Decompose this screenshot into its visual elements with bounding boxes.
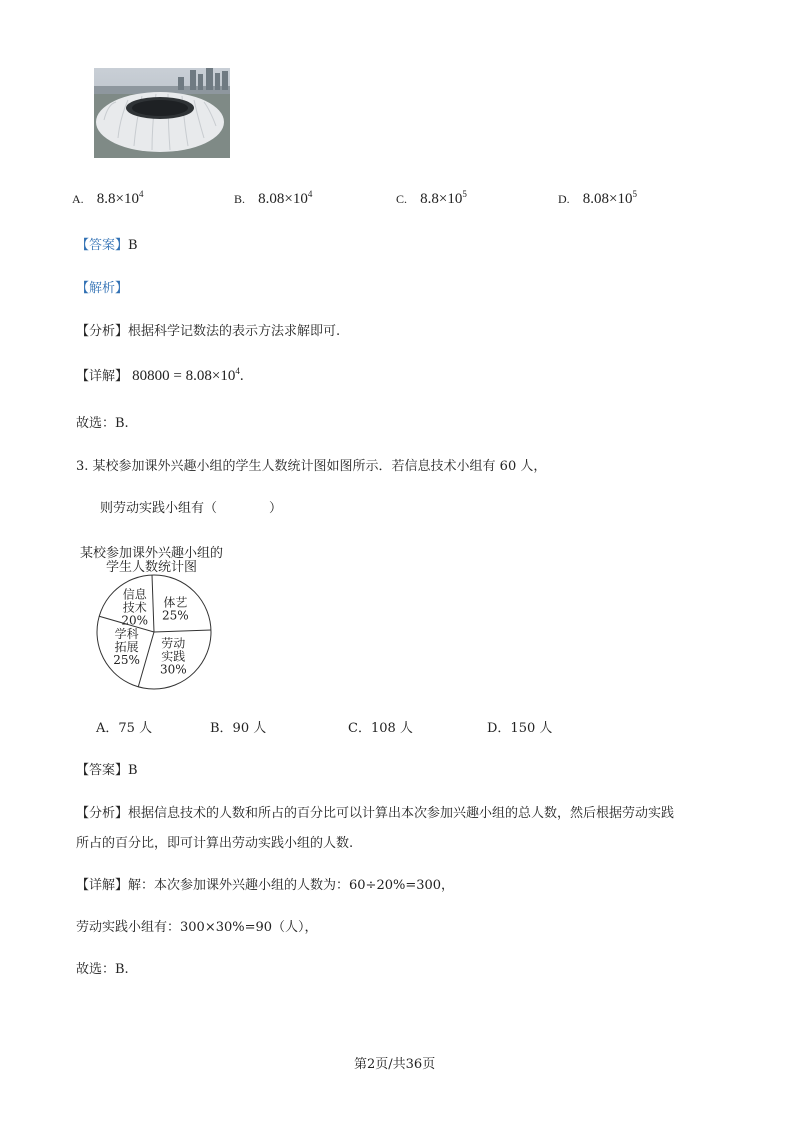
fenxi-text: 根据科学记数法的表示方法求解即可. bbox=[128, 324, 341, 339]
q2-detail bbox=[76, 365, 244, 385]
q3-answer bbox=[76, 759, 138, 778]
detail-tag: 【详解】 bbox=[76, 369, 129, 384]
q3-option-a: A．75 人 bbox=[96, 721, 153, 736]
detail-tag: 【详解】 bbox=[76, 878, 129, 893]
q3-detail-line2: 劳动实践小组有：300×30%=90（人）， bbox=[76, 920, 318, 935]
pie-slice-value-label: 20% bbox=[121, 613, 149, 628]
pie-chart bbox=[90, 572, 220, 692]
pie-slice-value-label: 25% bbox=[113, 653, 140, 668]
q2-answer bbox=[76, 234, 138, 253]
q3-fenxi-line2: 所占的百分比，即可计算出劳动实践小组的人数. bbox=[76, 836, 354, 851]
detail-text: 解：本次参加课外兴趣小组的人数为：60÷20%=300， bbox=[128, 878, 455, 893]
q3-detail-line1 bbox=[76, 874, 454, 893]
fenxi-tag: 【分析】 bbox=[76, 806, 129, 821]
q2-fenxi bbox=[76, 320, 340, 339]
answer-tag: 【答案】 bbox=[76, 763, 129, 778]
pie-slice-value-label: 30% bbox=[159, 662, 187, 677]
answer-value: B bbox=[128, 238, 138, 253]
q3-choose: 故选：B. bbox=[76, 962, 129, 977]
pie-slice-label: 体艺 bbox=[163, 595, 188, 610]
q3-option-d: D．150 人 bbox=[487, 721, 553, 736]
q2-option-c: C. $8.8\times 10^5$ bbox=[396, 189, 467, 207]
q2-option-a: A. $8.8\times 10^4$ bbox=[72, 189, 144, 207]
pie-slice-value-label: 25% bbox=[162, 608, 189, 623]
fenxi-tag: 【分析】 bbox=[76, 324, 129, 339]
q2-analysis-tag: 【解析】 bbox=[76, 281, 129, 296]
detail-formula: $80800 = 8.08\times 10^4$. bbox=[132, 366, 244, 384]
answer-value: B bbox=[128, 763, 138, 778]
pie-slice-label: 实践 bbox=[161, 649, 186, 664]
pie-slice-label: 信息 bbox=[122, 587, 147, 602]
pie-slice-label: 技术 bbox=[122, 600, 147, 615]
pie-slice-label: 劳动 bbox=[161, 636, 186, 651]
q2-choose: 故选：B. bbox=[76, 416, 129, 431]
chart-title-line2: 学生人数统计图 bbox=[106, 560, 198, 575]
pie-slice-label: 学科 bbox=[114, 627, 139, 642]
answer-tag: 【答案】 bbox=[76, 238, 129, 253]
q2-option-d: D. $8.08\times 10^5$ bbox=[558, 189, 637, 207]
q3-stem-line1: 3. 某校参加课外兴趣小组的学生人数统计图如图所示．若信息技术小组有 60 人， bbox=[76, 459, 547, 474]
q3-stem-line2: 则劳动实践小组有（ ） bbox=[100, 501, 283, 516]
q3-option-c: C．108 人 bbox=[348, 721, 413, 736]
q3-fenxi-line1 bbox=[76, 802, 674, 821]
pie-slice-label: 拓展 bbox=[114, 640, 139, 655]
stadium-photo bbox=[94, 68, 230, 158]
q3-option-b: B．90 人 bbox=[210, 721, 267, 736]
page-number: 第2页/共36页 bbox=[354, 1057, 436, 1072]
chart-title-line1: 某校参加课外兴趣小组的 bbox=[80, 546, 224, 561]
q2-option-b: B. $8.08\times 10^4$ bbox=[234, 189, 313, 207]
fenxi-text: 根据信息技术的人数和所占的百分比可以计算出本次参加兴趣小组的总人数，然后根据劳动实践 bbox=[128, 806, 675, 821]
